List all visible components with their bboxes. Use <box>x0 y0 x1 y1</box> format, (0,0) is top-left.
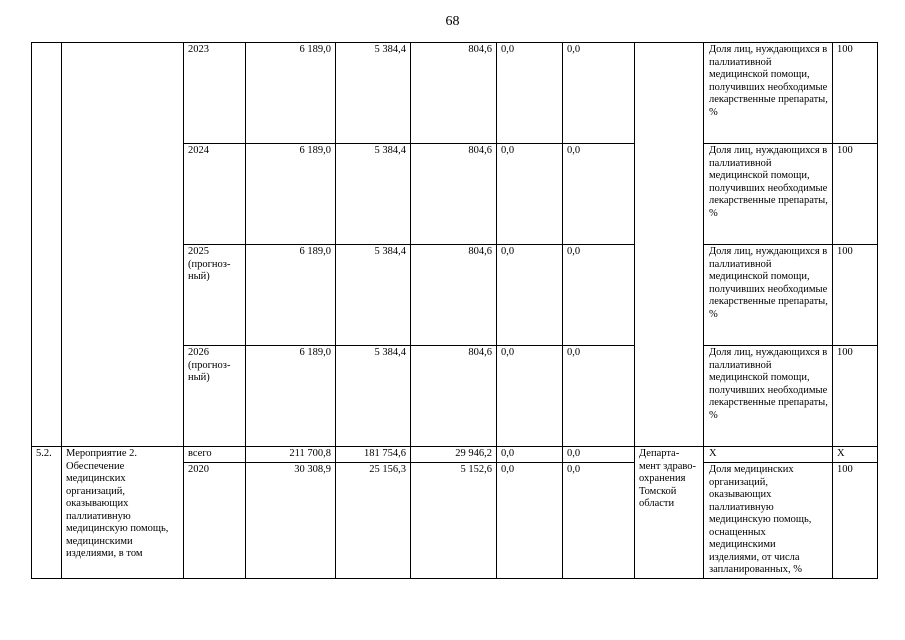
name-cell-empty <box>62 43 184 447</box>
program-table <box>31 42 878 579</box>
indicator-cell: Доля медицинских организаций, оказывающих паллиативную медицинскую помощь, оснащенных медицинскими изделиями, от числа запланированных, % <box>704 463 833 579</box>
other-cell: 0,0 <box>563 463 635 579</box>
regional-cell: 804,6 <box>411 346 497 447</box>
indicator-value-cell: 100 <box>833 245 878 346</box>
year-cell: 2024 <box>184 144 246 245</box>
local-cell: 0,0 <box>497 43 563 144</box>
year-cell: 2026 (прогноз-ный) <box>184 346 246 447</box>
federal-cell: 5 384,4 <box>336 144 411 245</box>
federal-cell: 5 384,4 <box>336 43 411 144</box>
indicator-cell: Доля лиц, нуждающихся в паллиативной медицинской помощи, получивших необходимые лекарственные препараты, % <box>704 346 833 447</box>
other-cell: 0,0 <box>563 245 635 346</box>
local-cell: 0,0 <box>497 447 563 463</box>
table-row <box>32 43 878 144</box>
executor-cell: Департа-мент здраво-охранения Томской области <box>635 447 704 579</box>
local-cell: 0,0 <box>497 245 563 346</box>
regional-cell: 5 152,6 <box>411 463 497 579</box>
regional-cell: 29 946,2 <box>411 447 497 463</box>
indicator-value-cell: 100 <box>833 463 878 579</box>
year-cell: 2020 <box>184 463 246 579</box>
federal-cell: 5 384,4 <box>336 245 411 346</box>
total-cell: 6 189,0 <box>246 346 336 447</box>
executor-cell-empty <box>635 43 704 447</box>
indicator-cell: Доля лиц, нуждающихся в паллиативной медицинской помощи, получивших необходимые лекарственные препараты, % <box>704 43 833 144</box>
indicator-cell: X <box>704 447 833 463</box>
regional-cell: 804,6 <box>411 144 497 245</box>
indicator-cell: Доля лиц, нуждающихся в паллиативной медицинской помощи, получивших необходимые лекарственные препараты, % <box>704 245 833 346</box>
local-cell: 0,0 <box>497 346 563 447</box>
other-cell: 0,0 <box>563 447 635 463</box>
other-cell: 0,0 <box>563 346 635 447</box>
regional-cell: 804,6 <box>411 43 497 144</box>
table-row <box>32 447 878 463</box>
total-cell: 6 189,0 <box>246 144 336 245</box>
federal-cell: 5 384,4 <box>336 346 411 447</box>
regional-cell: 804,6 <box>411 245 497 346</box>
total-cell: 211 700,8 <box>246 447 336 463</box>
indicator-value-cell: 100 <box>833 144 878 245</box>
page-number: 68 <box>445 14 460 29</box>
measure-number-cell: 5.2. <box>32 447 62 579</box>
other-cell: 0,0 <box>563 144 635 245</box>
local-cell: 0,0 <box>497 144 563 245</box>
year-cell: 2025 (прогноз-ный) <box>184 245 246 346</box>
indicator-value-cell: 100 <box>833 346 878 447</box>
total-cell: 6 189,0 <box>246 245 336 346</box>
total-cell: 6 189,0 <box>246 43 336 144</box>
local-cell: 0,0 <box>497 463 563 579</box>
federal-cell: 25 156,3 <box>336 463 411 579</box>
indicator-cell: Доля лиц, нуждающихся в паллиативной медицинской помощи, получивших необходимые лекарственные препараты, % <box>704 144 833 245</box>
federal-cell: 181 754,6 <box>336 447 411 463</box>
indicator-value-cell: X <box>833 447 878 463</box>
year-cell: всего <box>184 447 246 463</box>
measure-name-cell: Мероприятие 2. Обеспечение медицинских организаций, оказывающих паллиативную медицинскую помощь, медицинскими изделиями, в том <box>62 447 184 579</box>
number-cell-empty <box>32 43 62 447</box>
indicator-value-cell: 100 <box>833 43 878 144</box>
year-cell: 2023 <box>184 43 246 144</box>
total-cell: 30 308,9 <box>246 463 336 579</box>
other-cell: 0,0 <box>563 43 635 144</box>
